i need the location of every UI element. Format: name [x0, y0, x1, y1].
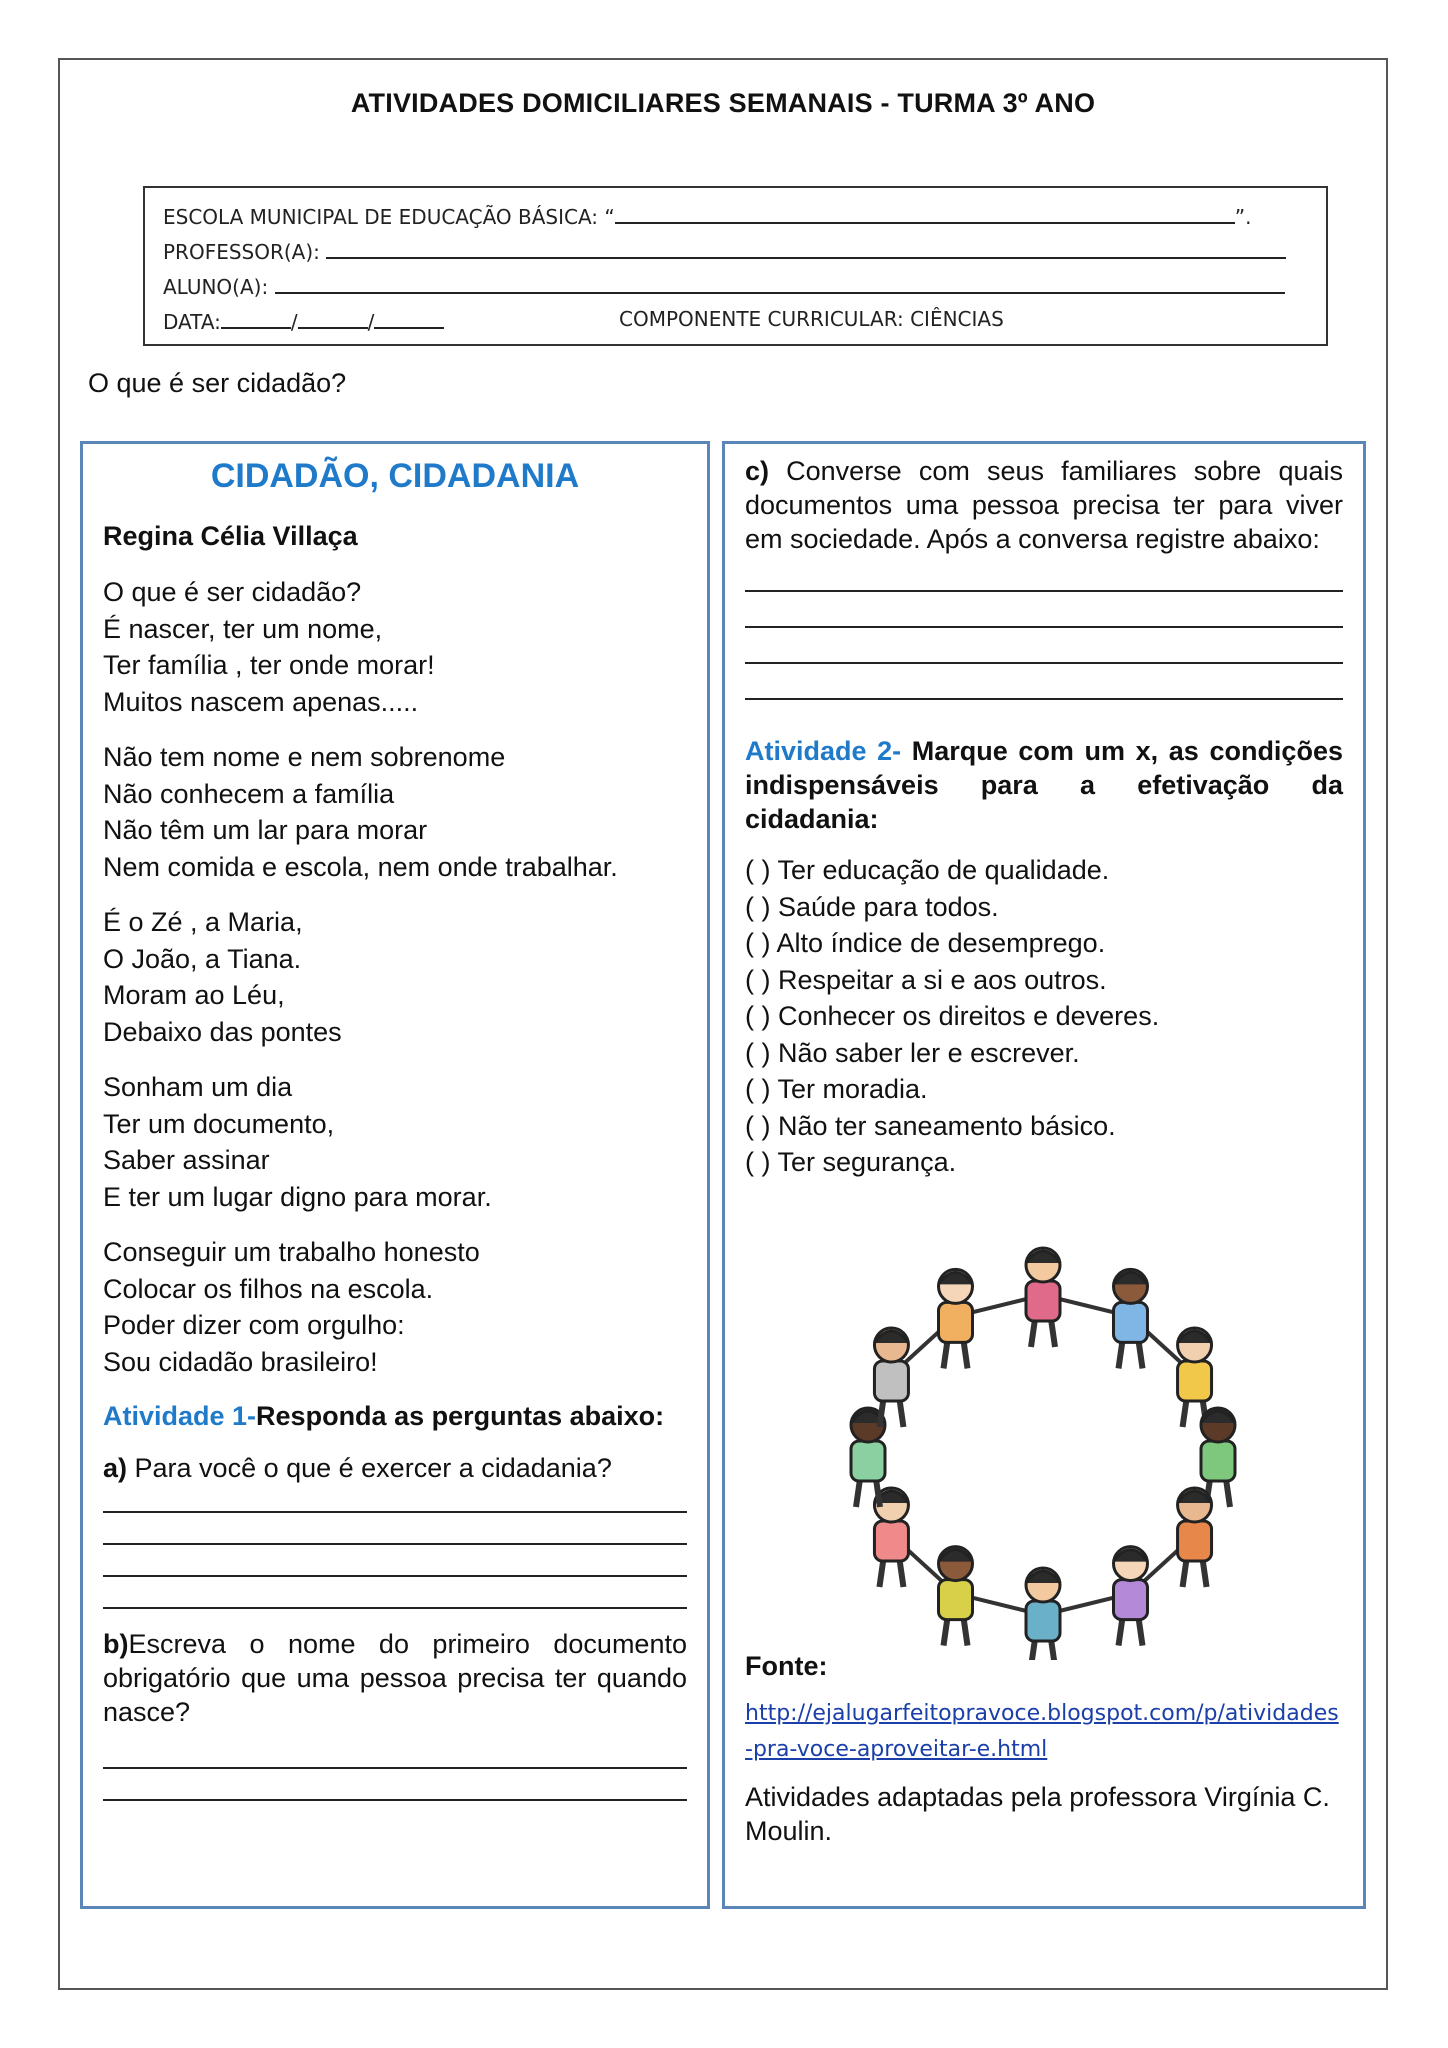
question-a-text: Para você o que é exercer a cidadania?: [127, 1453, 612, 1483]
poem-line: Ter família , ter onde morar!: [103, 650, 435, 680]
poem-line: Não conhecem a família: [103, 778, 395, 809]
teacher-line: [163, 237, 1286, 264]
question-b: [103, 1627, 687, 1729]
question-b-text: Escreva o nome do primeiro documento obrigatório que uma pessoa precisa ter quando nasce?: [103, 1629, 687, 1727]
answer-line[interactable]: [745, 626, 1343, 628]
poem-line: Conseguir um trabalho honesto: [103, 1237, 480, 1267]
checklist-item[interactable]: ( ) Alto índice de desemprego.: [745, 928, 1106, 958]
child-figure: [1114, 1547, 1148, 1646]
date-separator: /: [290, 310, 298, 334]
teacher-name-field[interactable]: [326, 237, 1286, 259]
school-label: ESCOLA MUNICIPAL DE EDUCAÇÃO BÁSICA: “: [163, 205, 615, 229]
question-a: [103, 1451, 687, 1485]
school-name-field[interactable]: [615, 202, 1235, 224]
poem-body: [103, 574, 687, 1380]
answer-line[interactable]: [103, 1767, 687, 1769]
poem-column: [80, 441, 710, 1909]
poem-line: Nem comida e escola, nem onde trabalhar.: [103, 851, 618, 882]
answer-line[interactable]: [745, 590, 1343, 592]
school-line: [163, 202, 1252, 229]
intro-question: O que é ser cidadão?: [88, 368, 347, 398]
source-label: Fonte:: [745, 1650, 828, 1681]
answer-c-lines: [745, 590, 1343, 700]
answer-line[interactable]: [103, 1799, 687, 1801]
checklist-item[interactable]: ( ) Não ter saneamento básico.: [745, 1110, 1116, 1141]
question-a-letter: a): [103, 1453, 128, 1483]
poem-line: O que é ser cidadão?: [103, 577, 362, 607]
poem-author: Regina Célia Villaça: [103, 521, 358, 551]
student-name-field[interactable]: [275, 272, 1285, 294]
activity-2-heading: [745, 734, 1343, 836]
identification-box: [143, 186, 1328, 346]
page-title: ATIVIDADES DOMICILIARES SEMANAIS - TURMA 3º ANO: [350, 88, 1096, 118]
checklist-item[interactable]: ( ) Respeitar a si e aos outros.: [745, 964, 1107, 995]
answer-a-lines: [103, 1511, 687, 1609]
date-month-field[interactable]: [298, 307, 368, 329]
date-year-field[interactable]: [374, 307, 444, 329]
poem-stanza: [103, 574, 687, 720]
answer-b-lines: [103, 1767, 687, 1801]
poem-line: É o Zé , a Maria,: [103, 907, 303, 937]
poem-stanza: [103, 1069, 687, 1215]
question-c-text: Converse com seus familiares sobre quais documentos uma pessoa precisa ter para viver em sociedade. Após a conversa registre abaixo:: [745, 456, 1343, 554]
poem-title: CIDADÃO, CIDADANIA: [210, 457, 580, 495]
activity-1-heading: [103, 1399, 687, 1433]
curricular-component: COMPONENTE CURRICULAR: CIÊNCIAS: [619, 307, 1004, 331]
poem-line: Não têm um lar para morar: [103, 815, 428, 845]
child-figure: [939, 1269, 973, 1368]
poem-line: Colocar os filhos na escola.: [103, 1273, 434, 1304]
poem-line: É nascer, ter um nome,: [103, 613, 383, 644]
poem-line: Muitos nascem apenas.....: [103, 686, 419, 717]
activity-1-instruction: Responda as perguntas abaixo:: [256, 1401, 665, 1431]
date-label: DATA:: [163, 310, 221, 334]
poem-stanza: [103, 739, 687, 885]
child-figure: [1026, 1568, 1060, 1660]
teacher-label: PROFESSOR(A):: [163, 240, 320, 264]
date-separator: /: [367, 310, 375, 334]
poem-line: Ter um documento,: [103, 1108, 335, 1139]
question-c-letter: c): [745, 456, 770, 486]
answer-line[interactable]: [103, 1607, 687, 1609]
answer-line[interactable]: [103, 1575, 687, 1577]
student-line: [163, 272, 1285, 299]
checklist-item[interactable]: ( ) Ter segurança.: [745, 1147, 957, 1177]
student-label: ALUNO(A):: [163, 275, 269, 299]
checklist-item[interactable]: ( ) Saúde para todos.: [745, 891, 999, 922]
checklist-item[interactable]: ( ) Não saber ler e escrever.: [745, 1037, 1080, 1068]
poem-line: Saber assinar: [103, 1145, 270, 1175]
child-figure: [1178, 1488, 1212, 1587]
poem-line: E ter um lugar digno para morar.: [103, 1181, 492, 1212]
checklist-item[interactable]: ( ) Ter educação de qualidade.: [745, 855, 1110, 885]
child-figure: [874, 1328, 908, 1427]
date-line: [163, 307, 444, 334]
answer-line[interactable]: [103, 1511, 687, 1513]
child-figure: [939, 1547, 973, 1646]
activities-column: [722, 441, 1366, 1909]
activity-2-instruction: Marque com um x, as condições indispensáveis para a efetivação da cidadania:: [745, 736, 1343, 834]
poem-line: Moram ao Léu,: [103, 980, 285, 1010]
answer-line[interactable]: [745, 698, 1343, 700]
poem-stanza: [103, 904, 687, 1050]
answer-line[interactable]: [745, 662, 1343, 664]
answer-line[interactable]: [103, 1543, 687, 1545]
poem-line: Não tem nome e nem sobrenome: [103, 742, 506, 772]
poem-line: Sonham um dia: [103, 1072, 293, 1102]
poem-line: O João, a Tiana.: [103, 943, 302, 974]
activity-2-label: Atividade 2-: [745, 736, 902, 766]
children-circle-illustration: [808, 1230, 1278, 1660]
checklist-item[interactable]: ( ) Ter moradia.: [745, 1074, 928, 1104]
date-day-field[interactable]: [221, 307, 291, 329]
poem-line: Sou cidadão brasileiro!: [103, 1346, 378, 1377]
checklist-item[interactable]: ( ) Conhecer os direitos e deveres.: [745, 1001, 1160, 1031]
credit-text: Atividades adaptadas pela professora Virgínia C. Moulin.: [745, 1781, 1330, 1846]
child-figure: [1026, 1248, 1060, 1347]
poem-line: Debaixo das pontes: [103, 1016, 342, 1047]
source-link[interactable]: http://ejalugarfeitopravoce.blogspot.com/p/atividades-pra-voce-aproveitar-e.html: [745, 1700, 1339, 1762]
poem-stanza: [103, 1234, 687, 1380]
question-c: [745, 454, 1343, 556]
checklist: [745, 852, 1343, 1181]
question-b-letter: b): [103, 1629, 129, 1659]
activity-1-label: Atividade 1-: [103, 1401, 257, 1431]
school-close-quote: ”.: [1234, 205, 1252, 229]
child-figure: [1114, 1269, 1148, 1368]
poem-line: Poder dizer com orgulho:: [103, 1310, 405, 1340]
